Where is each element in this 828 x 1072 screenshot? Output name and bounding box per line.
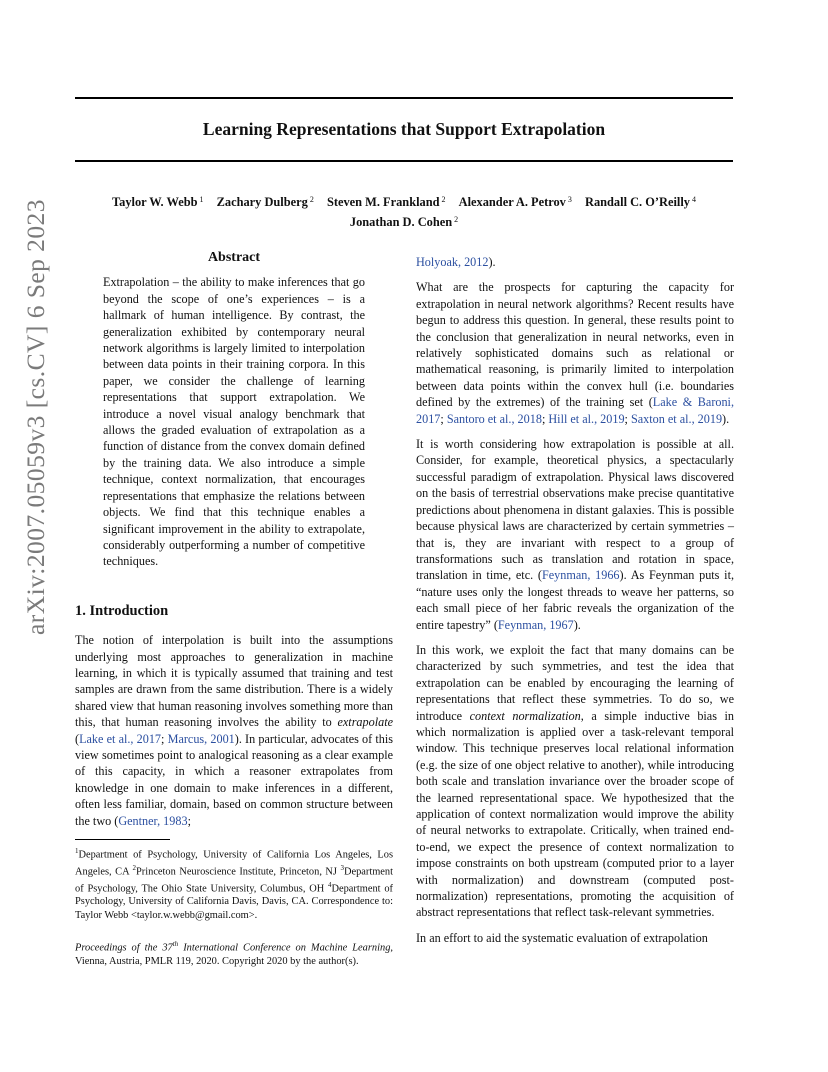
footnote-rule bbox=[75, 839, 170, 840]
citation-link[interactable]: Hill et al., 2019 bbox=[548, 411, 625, 426]
citation-link[interactable]: Holyoak, 2012 bbox=[416, 255, 489, 269]
citation-link[interactable]: Saxton et al., 2019 bbox=[630, 411, 723, 426]
intro-paragraph: The notion of interpolation is built into the assumptions underlying most approaches to generalization in machine learning, in which it is typically assumed that training and test samples are drawn from the same distribution. There is a widely shared view that human reasoning involves something more than this, that human reasoning involves the ability to extrapolate (Lake et al., 2017; Marcus, 2001). In particular, advocates of this view sometimes point to analogical reasoning as a clear example of this capacity, in which a reasoner extrapolates from knowledge in one domain to make inferences in a different, often less familiar, domain, based on common structure between the two (Gentner, 1983; bbox=[75, 633, 393, 828]
author: Randall C. O’Reilly $^4$ bbox=[585, 195, 696, 209]
arxiv-side-stamp: arXiv:2007.05059v3 [cs.CV] 6 Sep 2023 bbox=[21, 199, 50, 635]
citation-link[interactable]: Marcus, 2001 bbox=[167, 731, 235, 746]
abstract-text: Extrapolation – the ability to make inferences that go beyond the scope of one’s experiences – is a hallmark of human intelligence. By contrast, the generalization exhibited by contemporary neural network algorithms is largely limited to interpolation between data points in their training corpora. In this paper, we consider the challenge of learning representations that support extrapolation. We introduce a novel visual analogy benchmark that allows the graded evaluation of extrapolation as a function of distance from the convex domain defined by the training data. We also introduce a simple technique, context normalization, that encourages representations that emphasize the relations between objects. We find that this technique enables a significant improvement in the ability to extrapolate, considerably outperforming a number of competitive techniques. bbox=[103, 275, 365, 569]
intro-paragraph: In this work, we exploit the fact that many domains can be characterized by such symmetries, and test the idea that extrapolation can be enabled by encouraging the learning of representations that reflect these symmetries. To do so, we introduce context normalization, a simple inductive bias in which normalization is applied over a task-relevant temporal window. This technique preserves local relational information (e.g. the size of one object relative to another), while introducing both scale and translation invariance over the broader scope of the learned representational space. We hypothesized that the application of context normalization would improve the ability of neural networks to extrapolate. Critically, when trained end-to-end, we expect the presence of context normalization to impose constraints on both upstream (computed prior to a layer with normalization) and downstream (computed post-normalization) representations, promoting the acquisition of abstract representations that reflect task-relevant symmetries. bbox=[416, 642, 734, 920]
citation-link[interactable]: Feynman, 1967 bbox=[497, 617, 574, 632]
title-top-rule bbox=[75, 97, 733, 99]
left-column bbox=[75, 250, 393, 968]
affiliation-footnote: $^1$Department of Psychology, University of California Los Angeles, Los Angeles, CA $^2$Princeton Neuroscience Institute, Princeton, NJ $^3$Department of Psychology, The Ohio State University, Columbus, OH $^4$Department of Psychology, University of California Davis, Davis, CA. Correspondence to: Taylor Webb <taylor.w.webb@gmail.com>. bbox=[75, 847, 393, 921]
author: Alexander A. Petrov $^3$ bbox=[458, 195, 572, 209]
section-heading: 1. Introduction bbox=[75, 602, 169, 619]
author-list bbox=[75, 191, 733, 231]
abstract-heading: Abstract bbox=[207, 250, 261, 265]
citation-link[interactable]: Lake & Baroni, 2017 bbox=[416, 395, 734, 426]
intro-paragraph: In an effort to aid the systematic evaluation of extrapolation bbox=[416, 930, 708, 945]
intro-paragraph: Holyoak, 2012). bbox=[416, 255, 496, 269]
author: Zachary Dulberg $^2$ bbox=[216, 195, 314, 209]
citation-link[interactable]: Santoro et al., 2018 bbox=[446, 411, 542, 426]
citation-link[interactable]: Gentner, 1983 bbox=[118, 813, 188, 828]
right-column bbox=[416, 254, 734, 955]
proceedings-note: Proceedings of the 37th International Conference on Machine Learning, Vienna, Austria, PMLR 119, 2020. Copyright 2020 by the author(s). bbox=[75, 939, 393, 967]
citation-link[interactable]: Feynman, 1966 bbox=[541, 568, 620, 583]
author: Steven M. Frankland $^2$ bbox=[326, 195, 446, 209]
title-bottom-rule bbox=[75, 160, 733, 162]
author: Taylor W. Webb $^1$ bbox=[112, 195, 204, 209]
paper-title: Learning Representations that Support Extrapolation bbox=[202, 119, 606, 139]
citation-link[interactable]: Lake et al., 2017 bbox=[79, 731, 162, 746]
intro-paragraph: It is worth considering how extrapolation is possible at all. Consider, for example, theoretical physics, a spectacularly successful paradigm of extrapolation. Physical laws discovered on the basis of terrestrial observations make precise quantitative predictions about phenomena in distant galaxies. This is possible because physical laws are characterized by certain symmetries – that is, they are invariant with respect to a group of transformations such as translation and rotation in space, translation in time, etc. (Feynman, 1966). As Feynman puts it, “nature uses only the longest threads to weave her patterns, so each small piece of her fabric reveals the organization of the entire tapestry” (Feynman, 1967). bbox=[416, 437, 734, 632]
intro-paragraph: What are the prospects for capturing the capacity for extrapolation in neural network algorithms? Recent results have begun to address this question. In general, these results point to the conclusion that generalization in neural networks, even in relatively sophisticated domains such as relational or mathematical reasoning, is primarily limited to interpolation between data points within the convex hull (i.e. boundaries defined by the extremes) of the training set (Lake & Baroni, 2017; Santoro et al., 2018; Hill et al., 2019; Saxton et al., 2019). bbox=[416, 280, 734, 426]
author: Jonathan D. Cohen $^2$ bbox=[349, 215, 459, 229]
